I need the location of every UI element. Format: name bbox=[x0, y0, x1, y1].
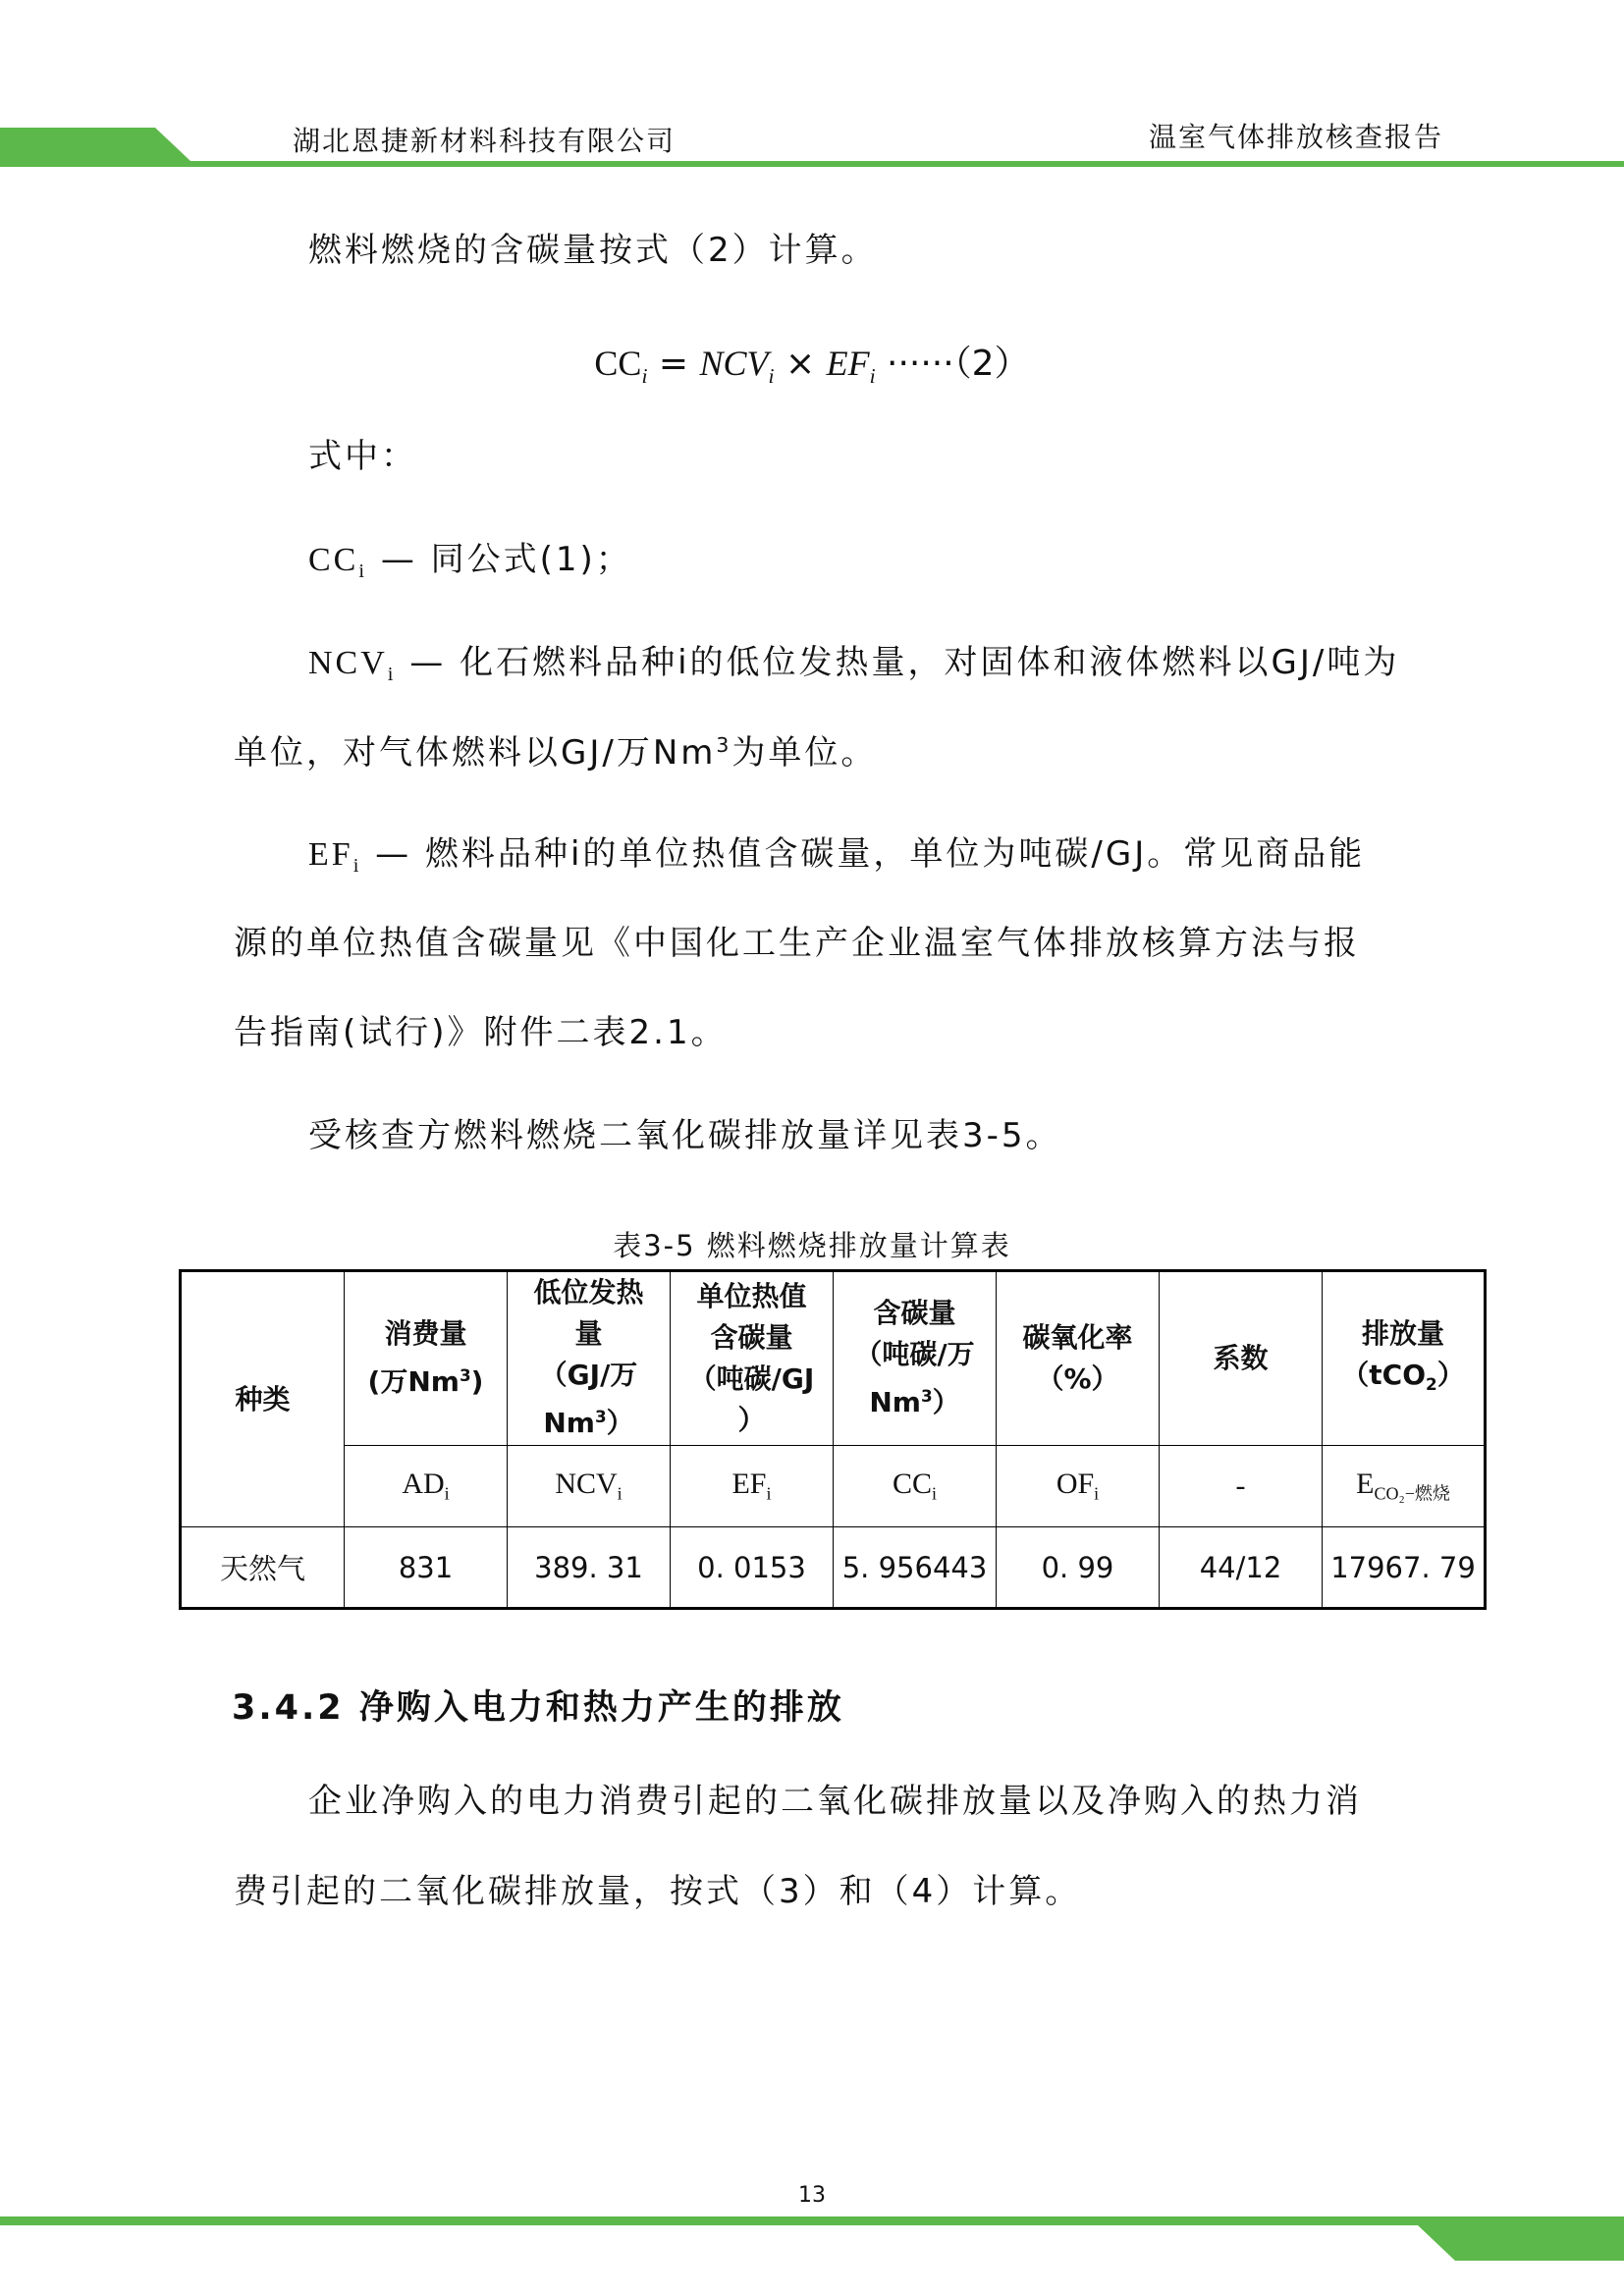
symbol-ef-text: EF bbox=[731, 1468, 767, 1501]
header-factor: 系数 bbox=[1160, 1271, 1323, 1446]
header-ncv bbox=[508, 1271, 671, 1446]
ef-subscript: i bbox=[352, 855, 362, 878]
header-consumption-close: ) bbox=[470, 1365, 484, 1399]
table-row bbox=[181, 1527, 1486, 1609]
symbol-of-sub: i bbox=[1094, 1483, 1100, 1504]
header-emission bbox=[1323, 1271, 1486, 1446]
formula-cc: CC bbox=[594, 344, 642, 383]
definition-ef-line2: 源的单位热值含碳量见《中国化工生产企业温室气体排放核算方法与报 bbox=[234, 924, 1360, 963]
definition-ef-line1 bbox=[308, 834, 1366, 878]
header-consumption-unit: (万Nm bbox=[367, 1365, 460, 1399]
closing-paragraph-line1: 企业净购入的电力消费引起的二氧化碳排放量以及净购入的热力消 bbox=[308, 1782, 1362, 1821]
symbol-cc-text: CC bbox=[892, 1468, 932, 1501]
ncv-definition-text: — 化石燃料品种i的低位发热量，对固体和液体燃料以GJ/吨为 bbox=[396, 643, 1400, 682]
header-ef bbox=[671, 1271, 834, 1446]
ncv-line2-text: 单位，对气体燃料以GJ/万Nm bbox=[234, 733, 717, 774]
symbol-factor: - bbox=[1160, 1446, 1323, 1527]
formula-number: ······（2） bbox=[875, 344, 1030, 384]
ef-symbol: EF bbox=[308, 836, 353, 873]
header-of-line1: 碳氧化率 bbox=[1022, 1321, 1133, 1354]
formula-2 bbox=[0, 336, 1624, 389]
definition-ef-line3: 告指南(试行)》附件二表2.1。 bbox=[234, 1013, 728, 1052]
header-cc-sup: 3 bbox=[920, 1386, 933, 1407]
symbol-ad bbox=[345, 1446, 508, 1527]
formula-sub-i: i bbox=[641, 363, 648, 388]
header-of-line2: （%） bbox=[1036, 1362, 1119, 1395]
header-ncv-line1: 低位发热 bbox=[533, 1276, 644, 1309]
header-emission-close: ） bbox=[1436, 1358, 1465, 1391]
cc-definition-text: — 同公式(1)； bbox=[367, 540, 632, 579]
ncv-subscript: i bbox=[387, 664, 397, 686]
ncv-line2-superscript: 3 bbox=[716, 733, 732, 757]
table-symbol-row bbox=[181, 1446, 1486, 1527]
header-cc-line1: 含碳量 bbox=[873, 1297, 956, 1330]
header-ncv-line4: Nm bbox=[543, 1407, 595, 1440]
where-label: 式中： bbox=[308, 437, 417, 476]
symbol-ncv-sub: i bbox=[617, 1483, 623, 1504]
header-ncv-line2: 量 bbox=[574, 1317, 603, 1351]
cell-ncv: 389. 31 bbox=[508, 1527, 671, 1609]
symbol-cc bbox=[834, 1446, 997, 1527]
header-ncv-line3: （GJ/万 bbox=[539, 1359, 638, 1392]
symbol-ef-sub: i bbox=[766, 1483, 772, 1504]
header-emission-unit: （tCO bbox=[1341, 1358, 1427, 1391]
definition-ncv-line1 bbox=[308, 643, 1400, 686]
cell-consumption: 831 bbox=[345, 1527, 508, 1609]
formula-sub-i: i bbox=[869, 363, 876, 388]
header-emission-sub: 2 bbox=[1426, 1373, 1437, 1394]
cell-cc: 5. 956443 bbox=[834, 1527, 997, 1609]
cell-of: 0. 99 bbox=[997, 1527, 1160, 1609]
table-header-row bbox=[181, 1271, 1486, 1446]
symbol-ad-text: AD bbox=[402, 1468, 445, 1501]
emission-calculation-table bbox=[179, 1269, 1487, 1610]
symbol-emission-text: E bbox=[1356, 1467, 1375, 1500]
header-cc-line3: Nm bbox=[869, 1386, 921, 1419]
formula-equals: = bbox=[647, 344, 700, 384]
header-company-name: 湖北恩捷新材料科技有限公司 bbox=[293, 125, 677, 157]
symbol-ef bbox=[671, 1446, 834, 1527]
formula-sub-i: i bbox=[768, 363, 775, 388]
header-consumption-sup: 3 bbox=[459, 1365, 471, 1386]
header-oxidation-rate bbox=[997, 1271, 1160, 1446]
header-report-title: 温室气体排放核查报告 bbox=[1149, 121, 1444, 153]
page-number: 13 bbox=[798, 2183, 826, 2208]
cc-symbol: CC bbox=[308, 542, 359, 578]
symbol-emission-sub: CO₂−燃烧 bbox=[1374, 1483, 1450, 1504]
intro-paragraph: 燃料燃烧的含碳量按式（2）计算。 bbox=[308, 231, 878, 270]
cell-ef: 0. 0153 bbox=[671, 1527, 834, 1609]
symbol-of bbox=[997, 1446, 1160, 1527]
ef-definition-text: — 燃料品种i的单位热值含碳量，单位为吨碳/GJ。常见商品能 bbox=[361, 834, 1366, 874]
header-ncv-close: ） bbox=[606, 1407, 634, 1440]
footer-green-band bbox=[0, 2216, 1624, 2261]
closing-paragraph-line2: 费引起的二氧化碳排放量，按式（3）和（4）计算。 bbox=[234, 1872, 1082, 1911]
header-consumption-line1: 消费量 bbox=[384, 1317, 467, 1351]
table-caption: 表3-5 燃料燃烧排放量计算表 bbox=[613, 1229, 1011, 1262]
header-consumption bbox=[345, 1271, 508, 1446]
table-reference-paragraph: 受核查方燃料燃烧二氧化碳排放量详见表3-5。 bbox=[308, 1116, 1062, 1155]
formula-ef: EF bbox=[826, 344, 870, 383]
formula-ncv: NCV bbox=[699, 344, 769, 383]
symbol-cc-sub: i bbox=[932, 1483, 938, 1504]
header-ef-line1: 单位热值 bbox=[696, 1280, 807, 1312]
header-type: 种类 bbox=[181, 1271, 345, 1527]
header-ef-line3: （吨碳/GJ bbox=[688, 1362, 815, 1395]
cell-type: 天然气 bbox=[181, 1527, 345, 1609]
cc-subscript: i bbox=[358, 561, 368, 583]
cell-emission: 17967. 79 bbox=[1323, 1527, 1486, 1609]
symbol-ncv-text: NCV bbox=[555, 1468, 618, 1501]
symbol-of-text: OF bbox=[1056, 1468, 1095, 1501]
symbol-emission bbox=[1323, 1446, 1486, 1527]
header-cc bbox=[834, 1271, 997, 1446]
ncv-symbol: NCV bbox=[308, 645, 388, 681]
header-ef-line2: 含碳量 bbox=[710, 1321, 793, 1354]
definition-ncv-line2 bbox=[234, 733, 878, 774]
header-cc-close: ） bbox=[932, 1386, 960, 1419]
section-heading: 3.4.2 净购入电力和热力产生的排放 bbox=[232, 1688, 844, 1728]
symbol-ncv bbox=[508, 1446, 671, 1527]
header-emission-line1: 排放量 bbox=[1361, 1316, 1444, 1350]
header-ncv-sup: 3 bbox=[594, 1407, 607, 1427]
formula-times: × bbox=[774, 344, 827, 384]
header-cc-line2: （吨碳/万 bbox=[854, 1338, 975, 1371]
cell-factor: 44/12 bbox=[1160, 1527, 1323, 1609]
header-ef-line4: ） bbox=[737, 1404, 766, 1436]
symbol-ad-sub: i bbox=[444, 1483, 450, 1504]
ncv-line2-tail: 为单位。 bbox=[731, 733, 878, 774]
definition-cc bbox=[308, 540, 632, 583]
